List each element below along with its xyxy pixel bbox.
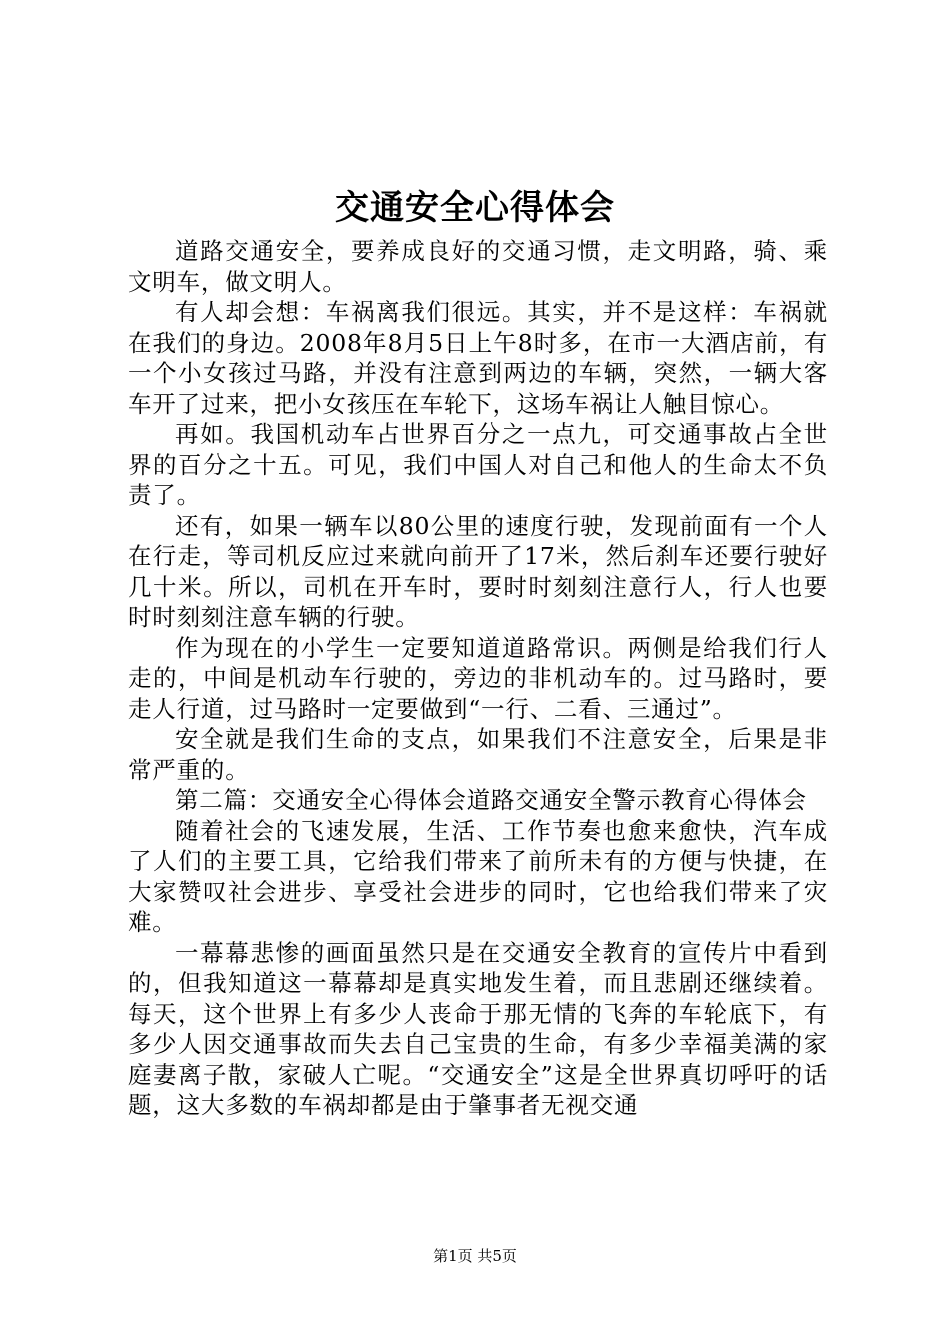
- paragraph: 再如。我国机动车占世界百分之一点九，可交通事故占全世界的百分之十五。可见，我们中国人对自己和他人的生命太不负责了。: [128, 420, 828, 509]
- paragraph: 还有，如果一辆车以80公里的速度行驶，发现前面有一个人在行走，等司机反应过来就向前开了17米，然后刹车还要行驶好几十米。所以，司机在开车时，要时时刻刻注意行人，行人也要时时刻刻注意车辆的行驶。: [128, 511, 828, 631]
- paragraph: 随着社会的飞速发展，生活、工作节奏也愈来愈快，汽车成了人们的主要工具，它给我们带来了前所未有的方便与快捷，在大家赞叹社会进步、享受社会进步的同时，它也给我们带来了灾难。: [128, 816, 828, 936]
- page-title: 交通安全心得体会: [335, 188, 615, 228]
- paragraph: 有人却会想：车祸离我们很远。其实，并不是这样：车祸就在我们的身边。2008年8月5日上午8时多，在市一大酒店前，有一个小女孩过马路，并没有注意到两边的车辆，突然，一辆大客车开了过来，把小女孩压在车轮下，这场车祸让人触目惊心。: [128, 298, 828, 418]
- page-footer: 第1页 共5页: [433, 1247, 517, 1265]
- paragraph: 作为现在的小学生一定要知道道路常识。两侧是给我们行人走的，中间是机动车行驶的，旁边的非机动车的。过马路时，要走人行道，过马路时一定要做到“一行、二看、三通过”。: [128, 633, 828, 723]
- paragraph: 一幕幕悲惨的画面虽然只是在交通安全教育的宣传片中看到的，但我知道这一幕幕却是真实地发生着，而且悲剧还继续着。每天，这个世界上有多少人丧命于那无情的飞奔的车轮底下，有多少人因交通事故而失去自己宝贵的生命，有多少幸福美满的家庭妻离子散，家破人亡呢。“交通安全”这是全世界真切呼吁的话题，这大多数的车祸却都是由于肇事者无视交通: [128, 938, 828, 1119]
- paragraph: 道路交通安全，要养成良好的交通习惯，走文明路，骑、乘文明车，做文明人。: [128, 237, 828, 296]
- paragraph: 安全就是我们生命的支点，如果我们不注意安全，后果是非常严重的。: [128, 725, 828, 784]
- section-heading: 第二篇：交通安全心得体会道路交通安全警示教育心得体会: [175, 786, 807, 814]
- document-body: [128, 236, 828, 1121]
